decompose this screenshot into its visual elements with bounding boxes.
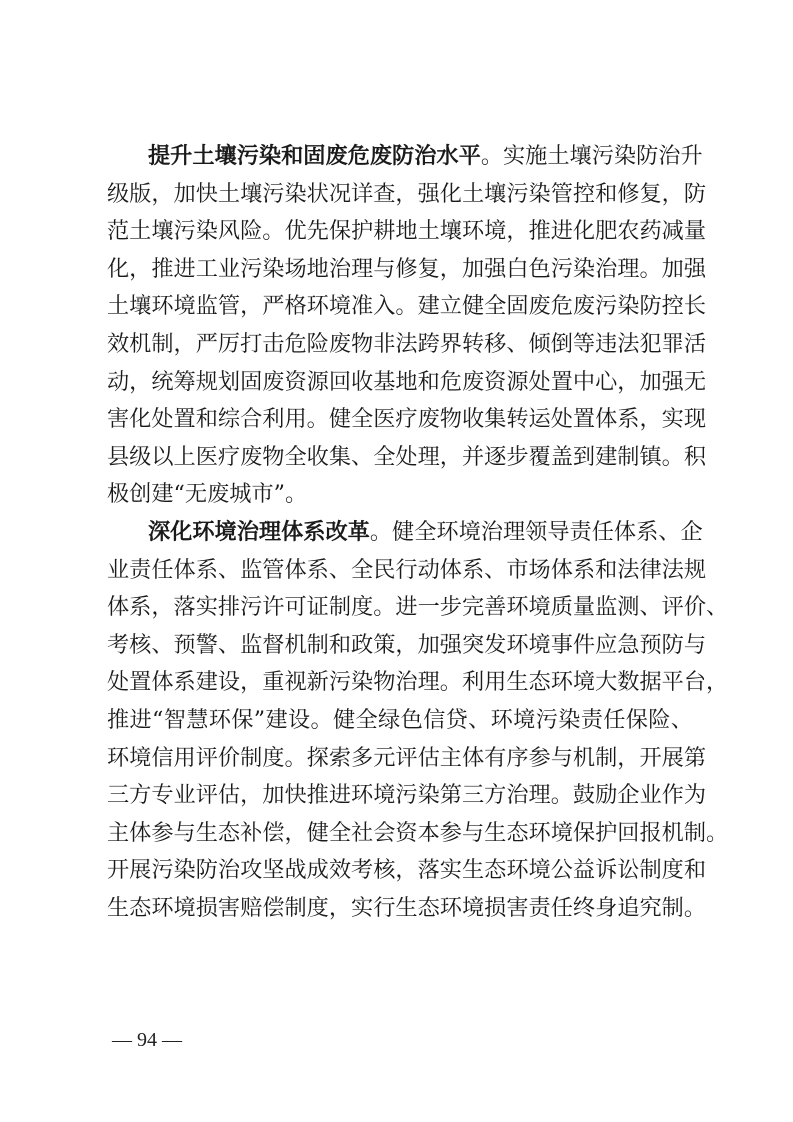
paragraph-first-line (107, 514, 703, 552)
document-body (107, 138, 729, 927)
paragraph-line: 土壤环境监管，严格环境准入。建立健全固废危废污染防控长 (107, 293, 707, 320)
paragraph-line: 三方专业评估，加快推进环境污染第三方治理。鼓励企业作为 (107, 782, 707, 809)
paragraph-line: 极创建“无废城市”。 (107, 481, 308, 508)
paragraph-line: 处置体系建设，重视新污染物治理。利用生态环境大数据平台， (107, 669, 729, 696)
paragraph-text: 。实施土壤污染防治升 (480, 143, 703, 169)
paragraph-heading: 提升土壤污染和固废危废防治水平 (148, 143, 481, 169)
paragraph-line: 化，推进工业污染场地治理与修复，加强白色污染治理。加强 (107, 255, 707, 282)
paragraph-line: 考核、预警、监督机制和政策，加强突发环境事件应急预防与 (107, 631, 707, 658)
paragraph-line: 业责任体系、监管体系、全民行动体系、市场体系和法律法规 (107, 556, 707, 583)
paragraph-line: 效机制，严厉打击危险废物非法跨界转移、倾倒等违法犯罪活 (107, 330, 707, 357)
paragraph-line: 县级以上医疗废物全收集、全处理，并逐步覆盖到建制镇。积 (107, 443, 707, 470)
paragraph (107, 514, 729, 928)
paragraph-heading: 深化环境治理体系改革 (148, 518, 370, 545)
paragraph-line: 主体参与生态补偿，健全社会资本参与生态环境保护回报机制。 (107, 819, 729, 846)
paragraph-line: 级版，加快土壤污染状况详查，强化土壤污染管控和修复，防 (107, 180, 707, 207)
paragraph-line: 开展污染防治攻坚战成效考核，落实生态环境公益诉讼制度和 (107, 857, 707, 884)
page-number: — 94 — (112, 1029, 182, 1051)
paragraph-first-line (107, 138, 703, 176)
paragraph-line: 生态环境损害赔偿制度，实行生态环境损害责任终身追究制。 (107, 894, 707, 921)
paragraph-line: 范土壤污染风险。优先保护耕地土壤环境，推进化肥农药减量 (107, 218, 707, 245)
paragraph-line: 害化处置和综合利用。健全医疗废物收集转运处置体系，实现 (107, 406, 707, 433)
paragraph-line: 体系，落实排污许可证制度。进一步完善环境质量监测、评价、 (107, 594, 729, 621)
paragraph (107, 138, 707, 514)
paragraph-text: 。健全环境治理领导责任体系、企 (369, 518, 703, 545)
paragraph-line: 动，统筹规划固废资源回收基地和危废资源处置中心，加强无 (107, 368, 707, 395)
paragraph-line: 环境信用评价制度。探索多元评估主体有序参与机制，开展第 (107, 744, 707, 771)
paragraph-line: 推进“智慧环保”建设。健全绿色信贷、环境污染责任保险、 (107, 706, 693, 733)
